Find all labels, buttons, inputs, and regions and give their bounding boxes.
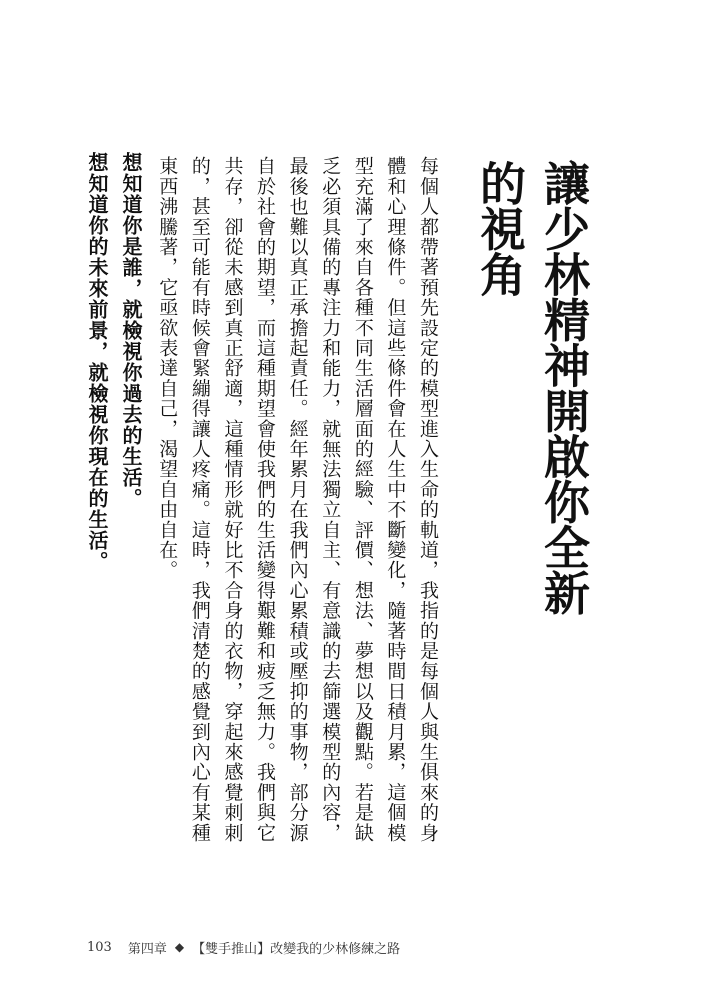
footer-chapter: 第四章 bbox=[127, 941, 167, 957]
emphasis-line-1: 想知道你是誰，就檢視你過去的生活。 bbox=[119, 152, 143, 509]
chapter-section-title: 讓少林精神開啟你全新的視角 bbox=[473, 160, 591, 615]
body-paragraph-block bbox=[156, 156, 444, 856]
emphasis-line-2: 想知道你的未來前景，就檢視你現在的生活。 bbox=[85, 152, 109, 572]
body-paragraph: 每個人都帶著預先設定的模型進入生命的軌道，我指的是每個人與生俱來的身體和心理條件。但這些條件會在人生中不斷變化，隨著時間日積月累，這個模型充滿了來自各種不同生活層面的經驗、評價、想法、夢想以及觀點。若是缺乏必須具備的專注力和能力，就無法獨立自主、有意識的去篩選模型的內容，最後也難以真正承擔起責任。經年累月在我們內心累積或壓抑的事物，部分源自於社會的期望，而這種期望會使我們的生活變得艱難和疲乏無力。我們與它共存，卻從未感到真正舒適，這種情形就好比不合身的衣物，穿起來感覺刺刺的，甚至可能有時候會緊繃得讓人疼痛。這時，我們清楚的感覺到內心有某種東西沸騰著，它亟欲表達自己，渴望自由自在。 bbox=[156, 156, 439, 843]
diamond-separator-icon: ◆ bbox=[174, 940, 185, 954]
page-footer bbox=[87, 935, 400, 959]
footer-section-title: 【雙手推山】改變我的少林修練之路 bbox=[192, 941, 401, 957]
page-number: 103 bbox=[87, 939, 112, 955]
emphasis-quote-block bbox=[78, 152, 148, 572]
